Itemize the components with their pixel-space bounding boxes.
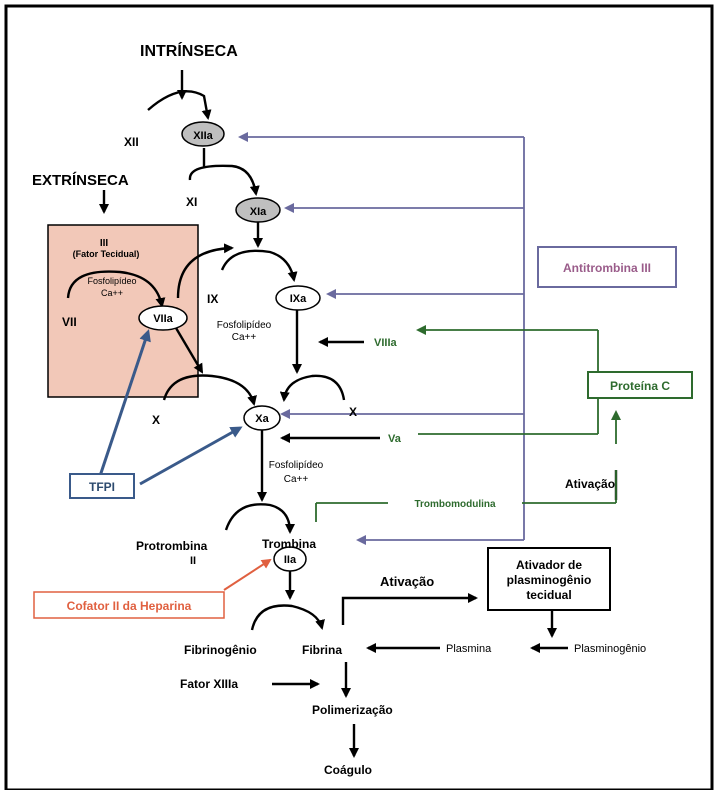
ca-ix-label: Ca++ [231,332,257,343]
fosfolipideo-xa-label: Fosfolipídeo [268,460,324,471]
intrinseca-label: INTRÍNSECA [140,43,238,60]
proteina-c-label: Proteína C [609,379,671,393]
trombina-label: Trombina [262,537,317,551]
ativador-line2: plasminogênio [506,573,592,587]
xii-label: XII [124,135,139,149]
plasmina-label: Plasmina [446,643,492,655]
x-right-label: X [349,405,358,419]
viia-label: VIIa [153,313,173,325]
fator-tecidual-label: (Fator Tecidual) [72,249,140,259]
cofator-label: Cofator II da Heparina [66,599,192,613]
iii-label: III [99,238,109,249]
trombomodulina-label: Trombomodulina [414,499,496,510]
tfpi-label: TFPI [89,480,115,494]
antitrombina-label: Antitrombina III [563,261,651,275]
polimerizacao-label: Polimerização [312,703,393,717]
va-label: Va [388,433,401,445]
coagulo-label: Coágulo [324,763,372,777]
ativador-line1: Ativador de [515,558,583,572]
xiia-label: XIIa [193,130,213,142]
cofator-arrow [224,560,270,590]
ca-box-label: Ca++ [100,288,124,298]
proteina-c-lines [316,330,616,522]
ativador-line3: tecidual [526,588,572,602]
x-left-label: X [152,413,161,427]
protrombina-label: Protrombina [136,539,208,553]
ix-label: IX [207,292,219,306]
ixa-label: IXa [289,293,307,305]
ca-xa-label: Ca++ [283,474,309,485]
ii-label: II [190,555,197,567]
ativacao-right-label: Ativação [565,477,616,491]
xia-label: XIa [249,206,267,218]
fosfolipideo-box-label: Fosfolipídeo [87,276,137,286]
xi-label: XI [186,195,198,209]
vii-label: VII [62,315,77,329]
iia-label: IIa [283,554,297,566]
viiia-label: VIIIa [374,337,397,349]
fibrinogenio-label: Fibrinogênio [184,643,257,657]
extrinseca-label: EXTRÍNSECA [32,172,129,189]
xa-label: Xa [255,413,269,425]
fibrina-label: Fibrina [302,643,343,657]
ativacao-mid-label: Ativação [380,574,435,589]
fosfolipideo-ix-label: Fosfolipídeo [216,320,272,331]
plasminogenio-label: Plasminogênio [574,643,647,655]
fator-xiiia-label: Fator XIIIa [180,677,239,691]
